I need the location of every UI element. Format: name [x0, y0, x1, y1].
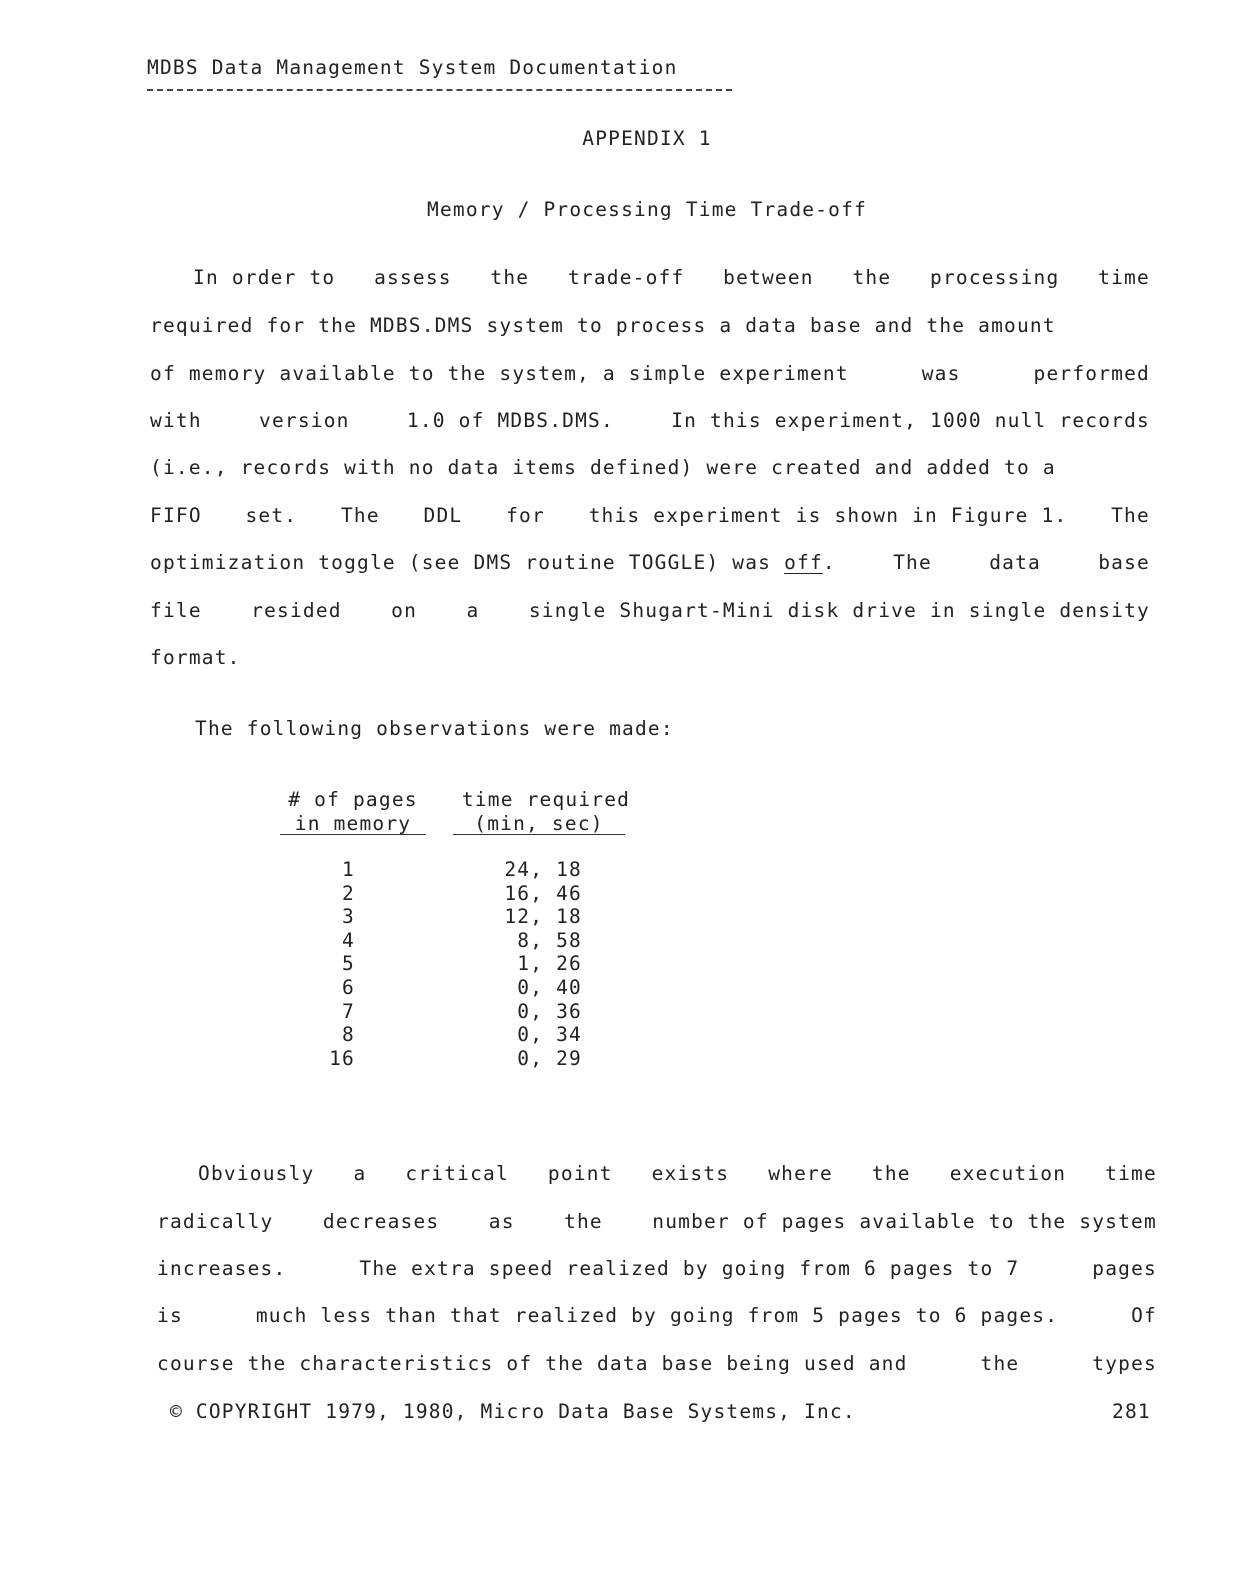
column-header-pages-line2: in memory: [294, 812, 412, 835]
appendix-title: APPENDIX 1: [582, 127, 712, 150]
word: where: [768, 1162, 833, 1185]
page-number: 281: [1112, 1400, 1151, 1423]
word: processing: [930, 266, 1060, 289]
paragraph-line: [150, 456, 1150, 480]
word: the: [490, 266, 530, 289]
word: DDL: [423, 504, 463, 527]
word: time: [1105, 1162, 1157, 1185]
pages-cell: 5: [342, 952, 355, 976]
paragraph-line: [150, 266, 1150, 290]
word: The: [340, 504, 380, 527]
text-run: much less than that realized by going from 5 pages to 6 pages.: [255, 1304, 1059, 1327]
word: between: [723, 266, 814, 289]
time-cell: 1, 26: [517, 952, 582, 976]
header-underline-pages: [280, 834, 426, 835]
word: was: [921, 362, 961, 385]
word: performed: [1033, 362, 1150, 385]
text-run: required for the MDBS.DMS system to process a data base and the amount: [150, 314, 1056, 337]
period: .: [822, 551, 836, 574]
word: a: [466, 599, 480, 622]
word: set.: [245, 504, 298, 527]
word: Of: [1131, 1304, 1157, 1327]
word: the: [852, 266, 892, 289]
pages-cell: 6: [342, 975, 355, 999]
text-run: The extra speed realized by going from 6 pages to 7: [359, 1257, 1020, 1280]
time-cell: 0, 36: [517, 999, 582, 1023]
paragraph-line: [150, 409, 1150, 433]
text-run: course the characteristics of the data base being used and: [157, 1352, 908, 1375]
word: In order to: [193, 266, 336, 289]
time-cell: 24, 18: [504, 858, 582, 881]
time-cell: 8, 58: [517, 928, 582, 952]
text-with-underline: [150, 551, 836, 575]
time-cell: 12, 18: [504, 905, 582, 929]
time-cell: 0, 34: [517, 1023, 582, 1047]
time-cell: 16, 46: [504, 881, 582, 905]
document-header: MDBS Data Management System Documentation: [147, 56, 678, 79]
word: execution: [949, 1162, 1067, 1185]
word: as: [488, 1210, 515, 1233]
pages-cell: 1: [342, 858, 355, 881]
word: FIFO: [150, 504, 202, 527]
paragraph-line: [157, 1352, 1157, 1376]
word: trade-off: [567, 266, 685, 289]
word: time: [1098, 266, 1150, 289]
word: data: [989, 551, 1041, 574]
word: types: [1092, 1352, 1157, 1375]
word: format.: [150, 646, 241, 669]
paragraph-line: [150, 504, 1150, 528]
word: with: [150, 409, 202, 432]
text-run: optimization toggle (see DMS routine TOGGLE) was: [150, 551, 772, 574]
paragraph-line: [150, 314, 1150, 338]
text-run: 1.0 of MDBS.DMS.: [406, 409, 614, 432]
paragraph-line: [157, 1210, 1157, 1234]
word: is: [157, 1304, 183, 1327]
time-cell: 0, 40: [517, 975, 582, 999]
word: The: [1111, 504, 1150, 527]
word: increases.: [157, 1257, 287, 1280]
observations-intro: The following observations were made:: [195, 717, 674, 740]
word: decreases: [322, 1210, 440, 1233]
word: Obviously: [198, 1162, 315, 1185]
word: the: [564, 1210, 603, 1233]
time-cell: 0, 29: [517, 1046, 582, 1070]
column-header-time-line1: time required: [461, 788, 631, 811]
copyright-notice: © COPYRIGHT 1979, 1980, Micro Data Base Systems, Inc.: [170, 1400, 856, 1423]
text-run: of memory available to the system, a simple experiment: [150, 362, 849, 385]
column-header-pages-line1: # of pages: [288, 788, 418, 811]
pages-cell: 3: [342, 905, 355, 929]
word: The: [893, 551, 932, 574]
word: pages: [1092, 1257, 1157, 1280]
text-run: this experiment is shown in Figure 1.: [588, 504, 1068, 527]
header-underline-time: [453, 834, 625, 835]
section-title: Memory / Processing Time Trade-off: [427, 198, 867, 221]
pages-cell: 2: [342, 881, 355, 905]
paragraph-line: [150, 362, 1150, 386]
text-run: (i.e., records with no data items defined) were created and added to a: [150, 456, 1056, 479]
pages-cell: 7: [342, 999, 355, 1023]
pages-cell: 8: [342, 1023, 355, 1047]
paragraph-line: [157, 1257, 1157, 1281]
word: critical: [405, 1162, 509, 1185]
word: radically: [157, 1210, 274, 1233]
paragraph-line: [157, 1162, 1157, 1186]
text-run: number of pages available to the system: [652, 1210, 1157, 1233]
word: assess: [374, 266, 452, 289]
pages-cell: 4: [342, 928, 355, 952]
word: resided: [251, 599, 342, 622]
pages-cell: 16: [329, 1046, 355, 1070]
word: version: [259, 409, 350, 432]
text-run: single Shugart-Mini disk drive in single density: [528, 599, 1150, 622]
word: the: [980, 1352, 1020, 1375]
word: file: [150, 599, 202, 622]
column-header-time-line2: (min, sec): [474, 812, 604, 835]
paragraph-line: [150, 551, 1150, 575]
paragraph-line: [157, 1304, 1157, 1328]
header-dashed-rule: [147, 89, 732, 91]
underlined-word-off: off: [784, 551, 823, 574]
word: point: [547, 1162, 613, 1185]
paragraph-line: [150, 646, 1150, 670]
word: a: [353, 1162, 367, 1185]
word: for: [506, 504, 545, 527]
word: on: [391, 599, 418, 622]
word: the: [871, 1162, 911, 1185]
word: base: [1098, 551, 1150, 574]
text-run: In this experiment, 1000 null records: [671, 409, 1150, 432]
word: exists: [651, 1162, 730, 1185]
paragraph-line: [150, 599, 1150, 623]
